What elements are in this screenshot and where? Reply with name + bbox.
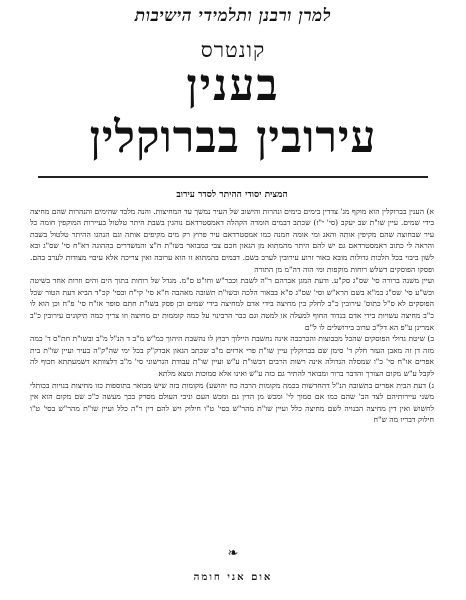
fleuron-ornament-icon: ❧ bbox=[227, 546, 239, 561]
divider-rule bbox=[38, 176, 428, 178]
section-heading: המצית יסודי ההיתר לסדר עירוב bbox=[176, 190, 288, 200]
closing-line: אום אני חומה bbox=[193, 572, 273, 583]
kuntres-heading: קונטרס bbox=[200, 38, 266, 62]
paragraph-2: ועיין משנה ברורה סי' שס"ג סק"ע. ודעת המגן אברהם ר"ה לשבת וכבר"ש וחו"ט ס"מ. מגדל של רוחות בתוך הים והים וזרות אחד בשיטה וכש"ע סי' שס"ג במ"א בשם הרא"ש וסי' שס"ג ס"א בבאור הלכה ובשו"ת תשובה מאהבה ח"א סי' קי"ח ובסי' קכ"ד הביא דעת הטור שכל הפוסקים לא ס"ל כתוס' עירובין כ"ב לחלק בין מחיצה בידי אדם למחיצה בידי שמים וכן פסק בשו"ת חתם סופר או"ח סי' פ"ח וכן הוא לו כ"ב מחיצה עשויות בידי אדם בנדוד החוף למעלה או למטה וגם כבר הרבינוי על כמה קוממות ים מחיצה וזו צריך כמה תיקונים עירובין כ"ב אמרינן ע"פ הא דל"כ ערוב בירושלים לו ל"ם bbox=[30, 276, 434, 332]
paragraph-4: ג) דעת הבית אפרים בתשובה הנ"ל דהחדשות בכמה מקומות הרבה כח יהושע) מקומות בזה שיש מבואר בתוספות כזו מחיצות בנויות בכותלי משני עיירותיהם לצד הב' שהם כמו אם סמוך לי' ומכש מן הדין גם ומכש העם וניבי העולם מסרק בכך מעשה כ"כ שם מקום הוא אין לחשוש ואין דין מחיצה הבנויה לשם מחיצה כלל ועיין שו"ת מהר"ש בסי' ט"ו חילוק ויש להם דין ר"ה כלל ועיין שו"ת מהר"ש בסי' ט"ו חילוק דבריו מה ש"ח bbox=[30, 380, 434, 425]
paragraph-1: א) הענין בברוקלין הוא מוקף מג' צדדין בימים בימים ונהרות והישוב של העיר נמשך עד המחיצות. והנה מלבד שהימים והנהרות שהם מחיצה בידי שמים. עיין שו"ת שב יעקב (סי' י"ז) שכתב דבמים הומדה הקהלה דאמסטרדאם נוהגין בשבת היתר טלטול בעיירות המוקפין חומה כל עיר שבחוצה שהם מקיפין אותה והאג ומי אומה חמנה כמו אמסטרדאם עיר פרוץ רק מים מקיפים אותה וגם הנהגו ההיתר טלטול בשבת והראה לי כתוב ראמסטרדאם גם יש להם היתר מהמתוא מן הגאון חכם צבי כמבואר בשו"ת ח"צ והמשדרים בההוגה דא"ח סי' שס"ג ובא לשון ביבוי בכל הלכות גדולות מובא באור זרוע עירובין לערב בשם. דבמים בהמתוא זו הוא ערובה ואין צריכה אלא עיבוי מצודות לערב בהם. ופסקו הפוסקים דשלש רוחות מוקפות ומי הוה דה"מ מן התורה bbox=[30, 206, 434, 274]
title-line-1: בענין bbox=[186, 60, 280, 111]
paragraph-3: ב) שיטת גדולי הפוסקים שהכל מכבוצות והכרכבה אינה נחשבת היילוך רבוץ לו נהשבת היהוך כמ"ש מ"ב ד הנ"ל מ"ב ובשו"ת חת"ס ד' כמה מזה דן זה מאבן העזר חלק ד' סימן שם בברוקלין עיין שו"ת פרי ארזים מ"ב שכתב הגאון אבדק"ק בכל ימי שה"ק"ה בעיר ועיין שו"ת בית אפרים או"ח סי' כ"ו שמסלה הגדולה אינה רשות הרבים דבשו"ת ע"ש ועיין שו"ת עבודת הגרשוני סי' מ"ב דלצוותא דשמעתתא חכוף לה לקבל ע"ש מקום הצורך והדבר ברור ומבואר להתיר גם כזה ע"ש ואינו אלא סמוכות ומצא מלתא bbox=[30, 334, 434, 378]
title-line-2: עירובין בברוקלין bbox=[89, 112, 377, 163]
dedication-line: למרן ורבנן ותלמידי הישיבות bbox=[134, 6, 332, 26]
body-text bbox=[30, 190, 434, 426]
